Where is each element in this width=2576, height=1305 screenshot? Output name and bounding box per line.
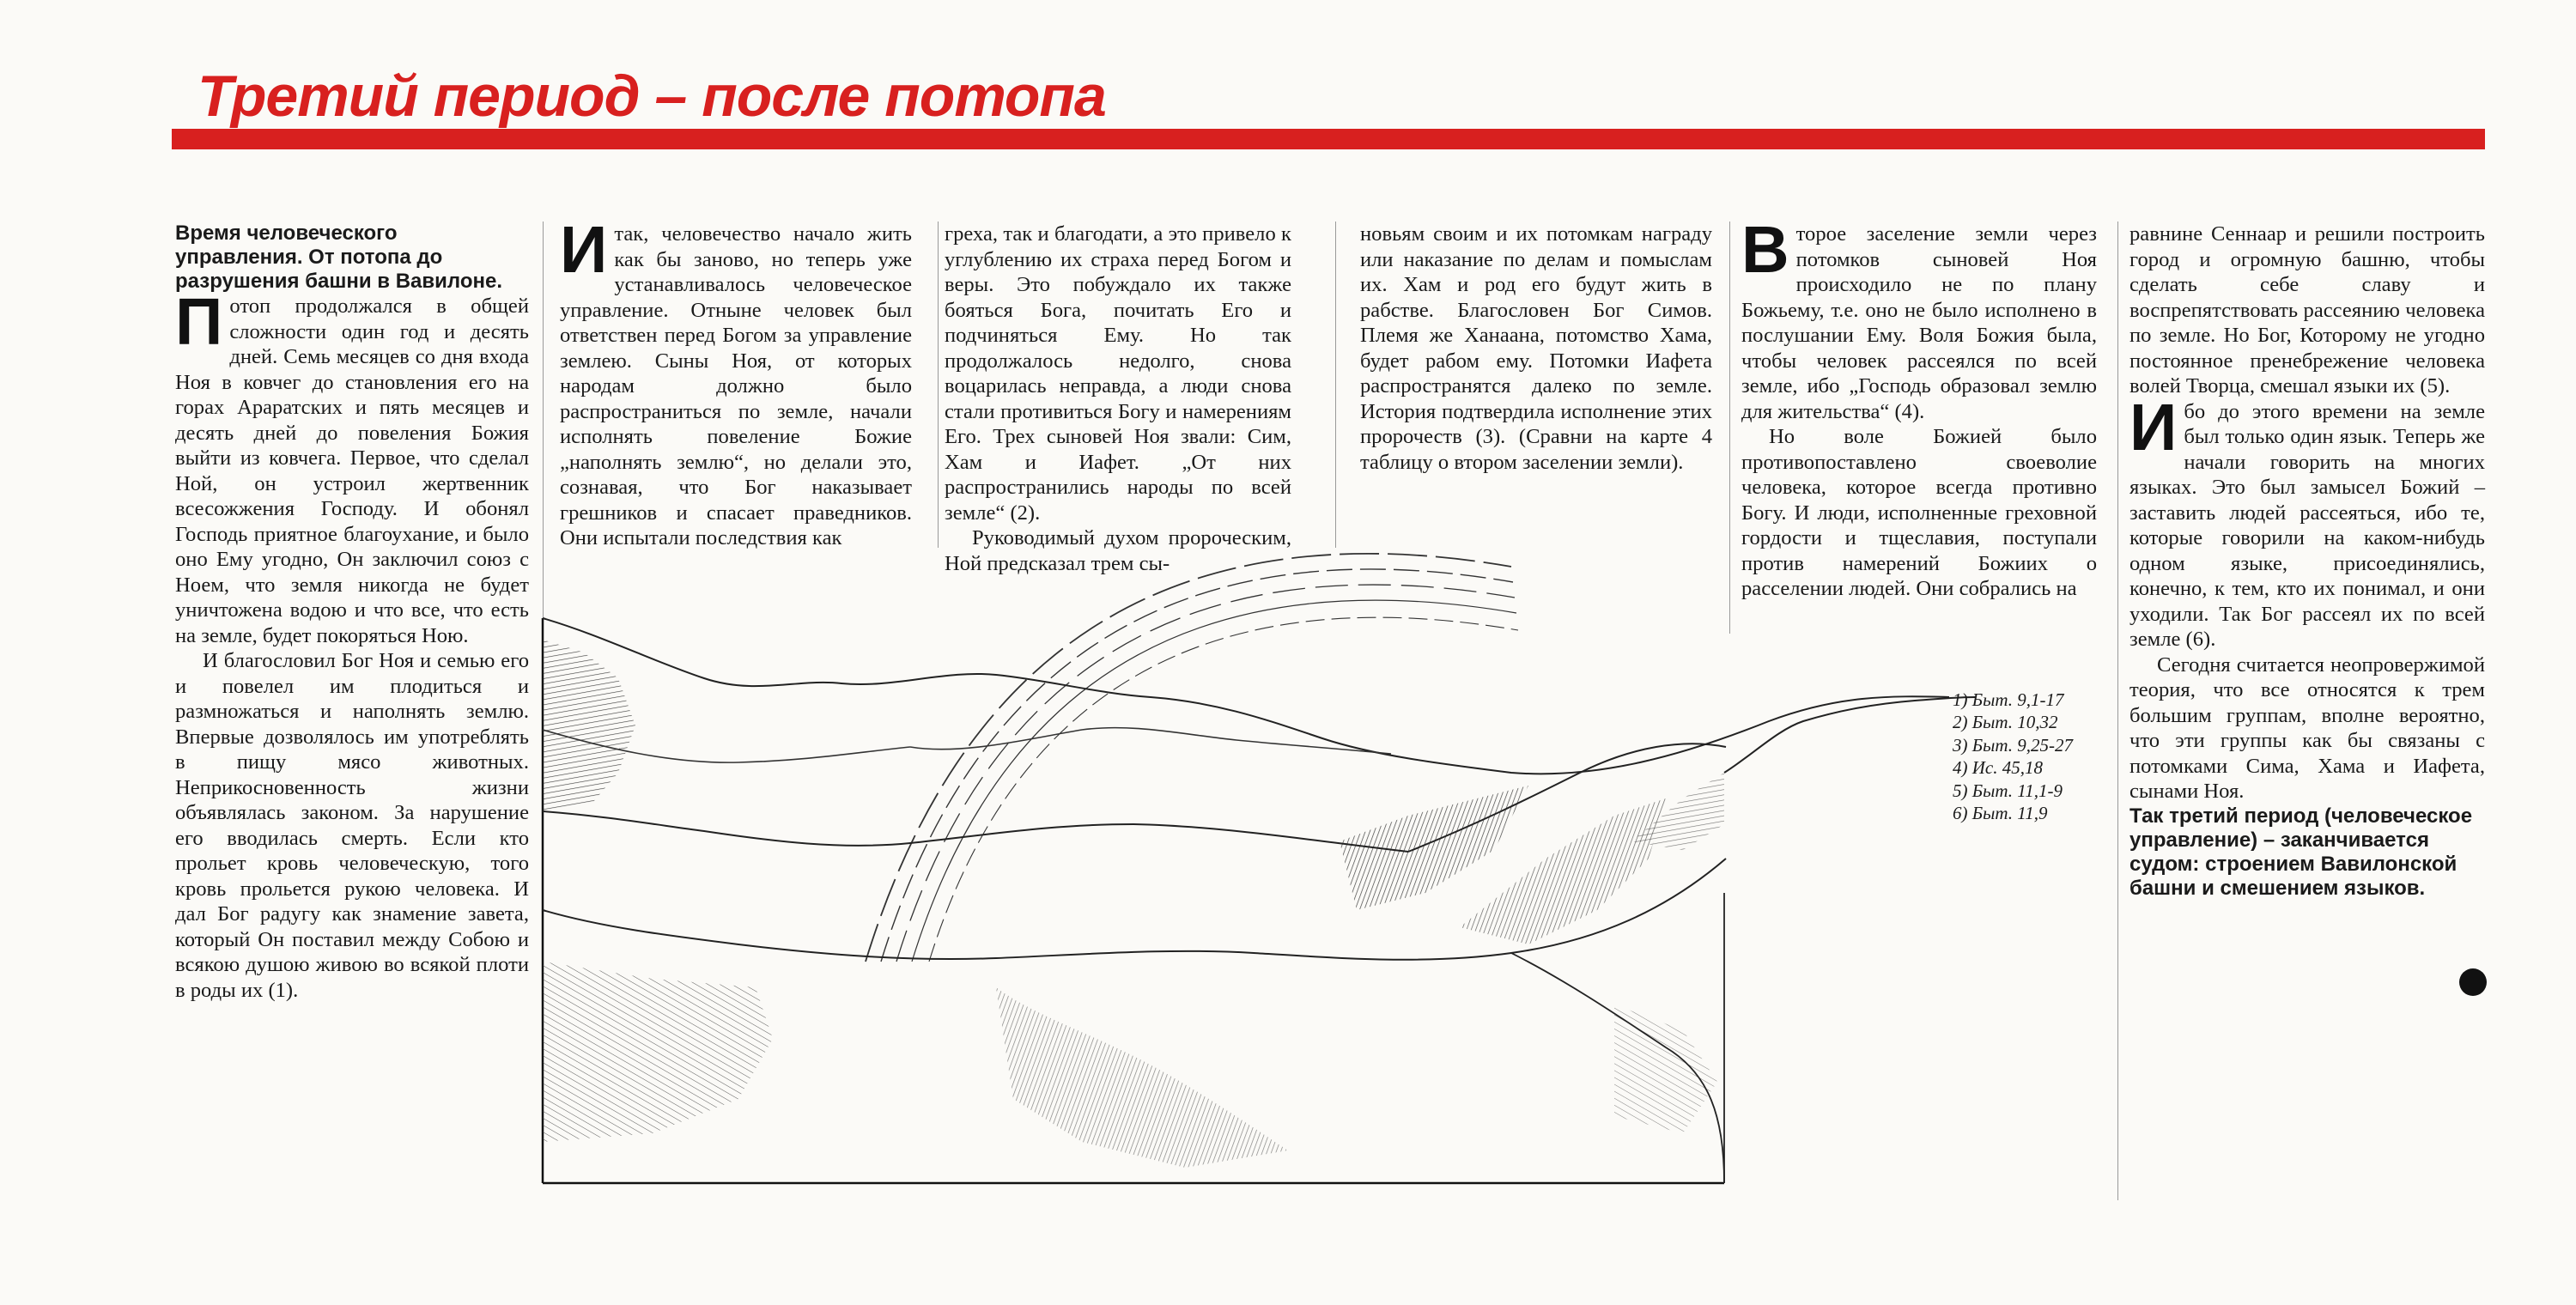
end-of-article-dot-icon — [2459, 968, 2487, 996]
text-column-4 — [1360, 222, 1712, 475]
reference-item: 4) Ис. 45,18 — [1953, 757, 2043, 779]
text-column-2 — [560, 213, 912, 551]
reference-item: 6) Быт. 11,9 — [1953, 803, 2048, 824]
text-column-3 — [945, 222, 1291, 576]
column-rule — [2117, 222, 2118, 1200]
closing-summary: Так третий период (человеческое управление) – заканчивается судом: строением Вавилонской башни и смешением языков. — [2129, 804, 2473, 900]
paragraph — [1741, 213, 2097, 424]
reference-item: 3) Быт. 9,25-27 — [1953, 734, 2074, 756]
paragraph — [2129, 390, 2485, 652]
column-rule — [543, 222, 544, 1183]
paragraph-text: отоп продолжался в общей сложности один год и десять дней. Семь месяцев со дня входа Ноя в ковчег до становления его на горах Араратских и пять месяцев и десять дней до повеления Божия выйти из ковчега. Первое, что сделал Ной, он устроил жертвенник всесожжения Господу. И обонял Господь приятное благоухание, и было оно Ему угодно, Он заключил союз с Ноем, что земля никогда не будет уничтожена водою и что все, что есть на земле, будет покоряться Ною. — [175, 294, 529, 647]
reference-item: 1) Быт. 9,1-17 — [1953, 689, 2064, 710]
column-rule — [1729, 222, 1730, 634]
paragraph-text: бо до этого времени на земле был только один язык. Теперь же начали говорить на многих языках. Это был замысел Божий – заставить людей рассеяться, ибо те, которые говорили на каком-нибудь одном языке, присоединялись, конечно, к тем, кто их понимал, и они уходили. Так Бог рассеял их по всей земле (6). — [2129, 399, 2485, 651]
paragraph: Руководимый духом пророческим, Ной предсказал трем сы- — [945, 526, 1291, 575]
text-column-5 — [1741, 213, 2097, 602]
paragraph: греха, так и благодати, а это привело к углублению их страха перед Богом и веры. Это побуждало их также бояться Бога, почитать Его и подчиняться Ему. Но так продолжалось недолго, снова воцарилась неправда, а люди снова стали противиться Богу и намерениям Его. Трех сыновей Ноя звали: Сим, Хам и Иафет. „От них распространились народы по всей земле“ (2). — [945, 222, 1291, 525]
paragraph: Но воле Божией было противопоставлено своеволие человека, которое всегда противно Богу. И люди, исполненные греховной гордости и тщеславия, поступали против намерений Божиих о расселении людей. Они собрались на — [1741, 425, 2097, 600]
column-rule — [1335, 222, 1336, 548]
drop-cap: В — [1741, 213, 1789, 287]
text-column-6 — [2129, 222, 2485, 901]
paragraph: Сегодня считается неопровержимой теория, что все относятся к трем большим группам, вполне вероятно, что эти группы как бы связаны с потомками Сима, Хама и Иафета, сынами Ноя. — [2129, 652, 2485, 803]
paragraph — [560, 213, 912, 551]
text-column-1 — [175, 222, 529, 1003]
paragraph-text: торое заселение земли через потомков сыновей Ноя происходило не по плану Божьему, т.е. оно не было исполнено в послушании Ему. Воля Божия была, чтобы человек рассеялся по всей земле, ибо „Господь образовал землю для жительства“ (4). — [1741, 222, 2097, 423]
page-title: Третий период – после потопа — [197, 64, 1106, 129]
paragraph: равнине Сеннаар и решили построить город и огромную башню, чтобы сделать себе славу и воспрепятствовать рассеянию человека по земле. Но Бог, Которому не угодно постоянное пренебрежение человека волей Творца, смешал языки их (5). — [2129, 222, 2485, 398]
scripture-references — [1953, 689, 2073, 824]
paragraph-text: так, человечество начало жить как бы заново, но теперь уже устанавливалось человеческое управление. Отныне человек был ответствен перед Богом за управление землею. Сыны Ноя, от которых народам должно было распространиться по земле, начали исполнять повеление Божие „наполнять землю“, но делали это, сознавая, что Бог наказывает грешников и спасает праведников. Они испытали последствия как — [560, 222, 912, 549]
section-lead: Время человеческого управления. От потопа до разрушения башни в Вавилоне. — [175, 222, 502, 293]
drop-cap: И — [2129, 390, 2178, 464]
drop-cap: П — [175, 285, 223, 359]
reference-item: 5) Быт. 11,1-9 — [1953, 780, 2063, 801]
paragraph: И благословил Бог Ноя и семью его и повелел им плодиться и размножаться и наполнять землю. Впервые дозволялось им употреблять в пищу мясо животных. Неприкосновенность жизни объявлялась законом. За нарушение его вводилась смерть. Если кто прольет кровь человеческую, того кровь прольется рукою человека. И дал Бог радугу как знамение завета, который Он поставил между Собою и всякою душою живою во всякой плоти в роды их (1). — [175, 649, 529, 1002]
paragraph — [175, 285, 529, 648]
drop-cap: И — [560, 213, 608, 287]
title-underline-bar — [172, 129, 2485, 149]
paragraph: новьям своим и их потомкам награду или наказание по делам и помыслам их. Хам и род его будут жить в рабстве. Благословен Бог Симов. Племя же Ханаана, потомство Хама, будет рабом ему. Потомки Иафета распространятся далеко по земле. История подтвердила исполнение этих пророчеств (3). (Сравни на карте 4 таблицу о втором заселении земли). — [1360, 222, 1712, 474]
column-rule — [938, 222, 939, 548]
reference-item: 2) Быт. 10,32 — [1953, 712, 2058, 733]
